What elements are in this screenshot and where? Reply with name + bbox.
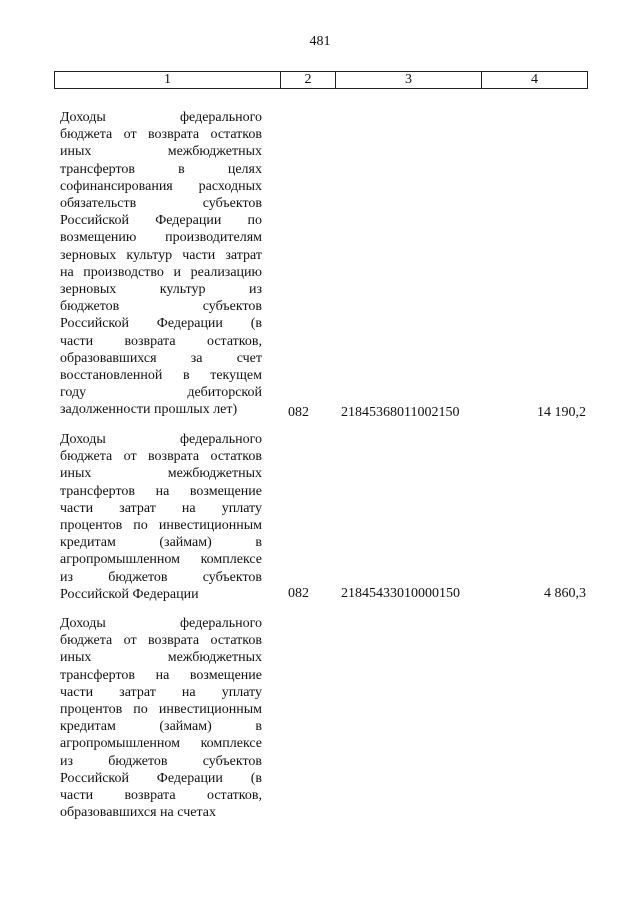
description-line: Доходы федерального [60,616,262,631]
description-line: Российской Федерации (в [60,770,262,786]
description-line: Российской Федерации [60,586,199,602]
description-line: бюджета от возврата остатков [60,449,262,465]
description-line: из бюджетов субъектов [60,753,262,769]
page-number: 481 [309,34,331,49]
description-line: части возврата остатков, [60,788,262,804]
description-line: образовавшихся на счетах [60,805,216,821]
description-line: кредитам (займам) в [60,535,262,551]
description-line: иных межбюджетных [60,650,262,666]
description-line: кредитам (займам) в [60,719,262,735]
description-line: части затрат на уплату [60,500,262,516]
description-line: трансфертов на возмещение [60,667,262,683]
row-description [60,431,262,603]
description-line: обязательств субъектов [60,196,262,212]
description-line: бюджета от возврата остатков [60,633,262,649]
description-line: части возврата остатков, [60,333,262,349]
description-line: агропромышленном комплексе [60,552,262,568]
description-line: Российской Федерации по [60,213,262,229]
column-header-4: 4 [482,72,588,89]
column-header-1: 1 [55,72,281,89]
description-line: возмещению производителям [60,230,262,246]
description-line: софинансирования расходных [60,178,262,194]
description-line: агропромышленном комплексе [60,736,262,752]
description-line: образовавшихся за счет [60,350,262,366]
description-line: на производство и реализацию [60,264,262,280]
description-line: году дебиторской [60,385,262,401]
description-line: бюджета от возврата остатков [60,127,262,143]
row-amount: 4 860,3 [544,586,586,601]
row-code: 082 [288,586,309,601]
description-line: процентов по инвестиционным [60,702,262,718]
description-line: иных межбюджетных [60,144,262,160]
row-description [60,615,262,821]
row-description [60,109,262,419]
description-line: трансфертов на возмещение [60,483,262,499]
description-line: иных межбюджетных [60,466,262,482]
description-line: восстановленной в текущем [60,368,262,384]
row-kbk: 21845433010000150 [341,586,460,601]
description-line: процентов по инвестиционным [60,518,262,534]
column-header-3: 3 [336,72,482,89]
description-line: задолженности прошлых лет) [60,402,238,418]
description-line: зерновых культур из [60,282,262,298]
description-line: трансфертов в целях [60,161,262,177]
column-header-2: 2 [281,72,336,89]
description-line: Доходы федерального [60,432,262,447]
description-line: бюджетов субъектов [60,299,262,315]
row-kbk: 21845368011002150 [341,405,460,420]
column-header-table [54,71,588,89]
description-line: Доходы федерального [60,110,262,125]
description-line: из бюджетов субъектов [60,569,262,585]
row-amount: 14 190,2 [537,405,586,420]
row-code: 082 [288,405,309,420]
description-line: зерновых культур части затрат [60,247,262,263]
description-line: части затрат на уплату [60,684,262,700]
description-line: Российской Федерации (в [60,316,262,332]
